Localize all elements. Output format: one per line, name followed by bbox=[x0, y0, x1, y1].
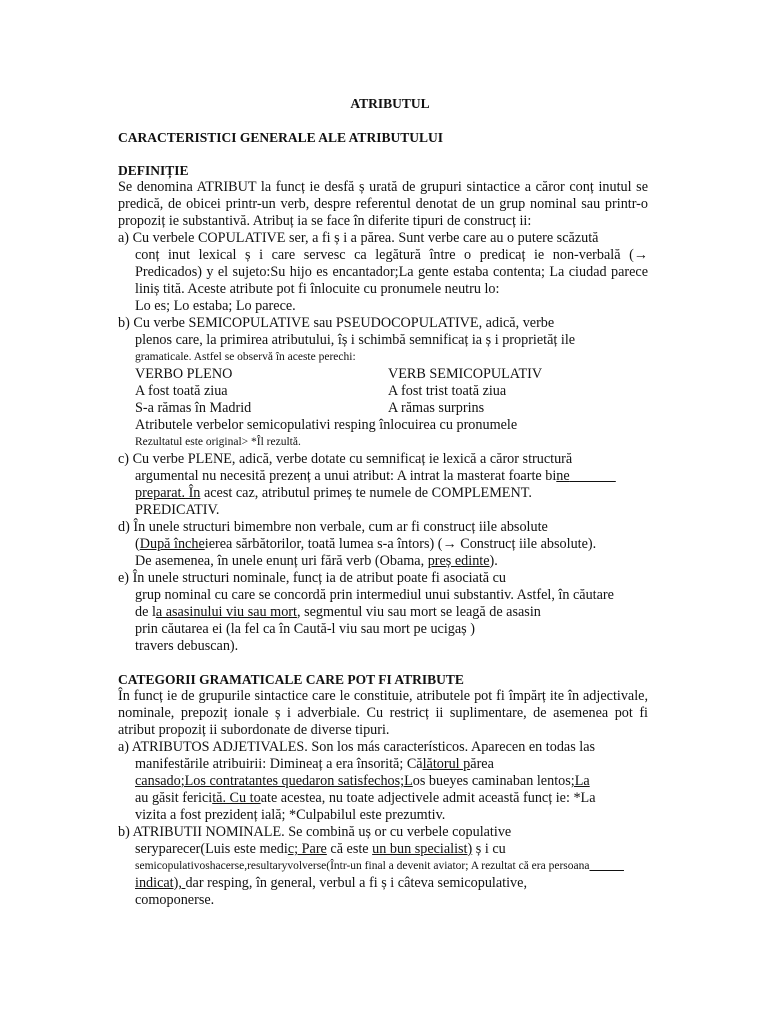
underlined-span: tă. Cu to bbox=[212, 790, 261, 806]
item-d-line2 bbox=[118, 536, 648, 553]
cat-b-line2 bbox=[118, 841, 648, 858]
underlined-span: c; Pare bbox=[287, 841, 327, 857]
cat-a-first: a) ATRIBUTOS ADJETIVALES. Son los más característicos. Aparecen en todas las bbox=[118, 739, 596, 755]
item-a-body: conț inut lexical ș i care servesc ca legătură între o predicaț ie non-verbală (→ Predicados) y el sujeto:Su hijo es encantador;La gente estaba contenta; La ciudad parece liniș tită. Aceste atribute pot fi înlocuite cu pronumele neutru lo: bbox=[135, 247, 648, 297]
page-title: ATRIBUTUL bbox=[350, 96, 430, 111]
item-e-line5: travers debuscan). bbox=[135, 638, 239, 654]
verb-pair-row bbox=[118, 383, 648, 400]
col-right-header: VERB SEMICOPULATIV bbox=[388, 366, 543, 382]
text-span: ate acestea, nu toate adjectivele admit această funcț ie: *La bbox=[260, 790, 596, 806]
item-a-first: a) Cu verbele COPULATIVE ser, a fi ș i a părea. Sunt verbe care au o putere scăzută bbox=[118, 230, 599, 246]
underlined-span: preș edinte bbox=[427, 553, 490, 569]
cat-a-line5: vizita a fost prezidenț ială; *Culpabilul este prezumtiv. bbox=[135, 807, 446, 823]
text-span: semicopulativoshacerse,resultaryvolverse(Într-un final a devenit aviator; A rezultat că era persoana bbox=[135, 860, 590, 872]
text-span: că este bbox=[326, 841, 373, 857]
verb-pairs-header bbox=[118, 366, 648, 383]
verb-pair-right: A fost trist toată ziua bbox=[388, 383, 507, 399]
underlined-span: În bbox=[185, 485, 201, 501]
item-e-line4: prin căutarea ei (la fel ca în Caută-l viu sau mort pe ucigaș ) bbox=[135, 621, 475, 637]
categories-intro: În funcț ie de grupurile sintactice care le constituie, atributele pot fi împărț ite în adjectivale, nominale, prepoziț ionale ș i adverbiale. Cu restricț ii suplimentare, de asemenea pot fi atribut propoziț ii subordonate de diverse tipuri. bbox=[118, 688, 648, 738]
cat-b-first: b) ATRIBUTII NOMINALE. Se combină uș or cu verbele copulative bbox=[118, 824, 512, 840]
text-span: dar resping, în general, verbul a fi ș i câteva semicopulative, bbox=[185, 875, 527, 891]
underlined-span: preparat. bbox=[135, 485, 186, 501]
verb-pair-left: A fost toată ziua bbox=[135, 383, 228, 399]
item-c-line2 bbox=[118, 468, 648, 485]
item-e-line3 bbox=[118, 604, 648, 621]
item-c-line4: PREDICATIV. bbox=[135, 502, 220, 518]
text-span: ș i cu bbox=[472, 841, 506, 857]
text-span: , segmentul viu sau mort se leagă de asasin bbox=[296, 604, 541, 620]
underlined-span: ;Los contratantes quedaron sat bbox=[180, 773, 354, 789]
cat-b-line5: comoponerse. bbox=[135, 892, 215, 908]
cat-a-line4 bbox=[118, 790, 648, 807]
document-page bbox=[118, 95, 648, 909]
item-e-line2: grup nominal cu care se concordă prin intermediul unui substantiv. Astfel, în căutare bbox=[135, 587, 614, 603]
section-heading-categories: CATEGORII GRAMATICALE CARE POT FI ATRIBUTE bbox=[118, 672, 464, 687]
text-span: au găsit ferici bbox=[135, 790, 213, 806]
cat-b-line4 bbox=[118, 875, 648, 892]
text-span: os bueyes caminaban lentos bbox=[412, 773, 571, 789]
text-span: manifestările atribuirii: Dimineaț a era însorită; Că bbox=[135, 756, 423, 772]
definition-paragraph: Se denomina ATRIBUT la funcț ie desfă ș urată de grupuri sintactice a căror conț inutul se predică, de obicei printr-un verb, despre referentul denotat de un grup nominal sau printr-o propoziț ie substantivă. Atribuț ia se face în diferite tipuri de construcț ii: bbox=[118, 179, 648, 229]
cat-a-line3 bbox=[118, 773, 648, 790]
text-span: seryparecer(Luis este medi bbox=[135, 841, 288, 857]
item-e-first: e) În unele structuri nominale, funcț ia de atribut poate fi asociată cu bbox=[118, 570, 507, 586]
underlined-span: ne bbox=[556, 468, 570, 484]
item-b-first: b) Cu verbe SEMICOPULATIVE sau PSEUDOCOPULATIVE, adică, verbe bbox=[118, 315, 555, 331]
text-span: argumental nu necesită prezenț a unui atribut: A intrat la masterat foarte bi bbox=[135, 468, 557, 484]
underline-rule bbox=[570, 468, 616, 484]
text-span: De asemenea, în unele enunț uri fără verb (Obama, bbox=[135, 553, 428, 569]
text-span: acest caz, atributul primeș te numele de COMPLEMENT. bbox=[200, 485, 532, 501]
definition-title: DEFINIȚIE bbox=[118, 163, 189, 178]
verb-pair-row bbox=[118, 400, 648, 417]
underlined-span: ;La bbox=[570, 773, 590, 789]
text-span: ( bbox=[135, 536, 140, 552]
underlined-span: isfechos;L bbox=[353, 773, 413, 789]
item-d-line3 bbox=[118, 553, 648, 570]
underlined-span: cansado bbox=[135, 773, 181, 789]
underlined-span: un bun specialist) bbox=[372, 841, 473, 857]
item-c-first: c) Cu verbe PLENE, adică, verbe dotate cu semnificaț ie lexică a căror structură bbox=[118, 451, 573, 467]
item-c-line3 bbox=[118, 485, 648, 502]
item-b-note: Atributele verbelor semicopulativi resping înlocuirea cu pronumele bbox=[135, 417, 518, 433]
text-span: ărea bbox=[470, 756, 494, 772]
item-b-small: gramaticale. Astfel se observă în aceste perechi: bbox=[135, 351, 356, 363]
underlined-span: indicat), bbox=[135, 875, 186, 891]
underlined-span: După înche bbox=[139, 536, 205, 552]
underlined-span: lătorul p bbox=[422, 756, 471, 772]
item-b-body: plenos care, la primirea atributului, îș i schimbă semnificaț ia ș i proprietăț ile bbox=[135, 332, 576, 348]
underline-rule bbox=[589, 860, 624, 872]
cat-b-line3 bbox=[118, 858, 648, 875]
item-d-first: d) În unele structuri bimembre non verbale, cum ar fi construcț iile absolute bbox=[118, 519, 548, 535]
text-span: ierea sărbătorilor, toată lumea s-a întors) (→ Construcț iile absolute). bbox=[204, 536, 597, 552]
verb-pair-left: S-a rămas în Madrid bbox=[135, 400, 252, 416]
text-span: de l bbox=[135, 604, 156, 620]
underlined-span: a asasinului viu sau mort bbox=[155, 604, 297, 620]
verb-pair-right: A rămas surprins bbox=[388, 400, 485, 416]
text-span: ). bbox=[489, 553, 498, 569]
item-b-note-small: Rezultatul este original> *Îl rezultă. bbox=[135, 436, 301, 448]
col-left-header: VERBO PLENO bbox=[135, 366, 233, 382]
section-heading-general: CARACTERISTICI GENERALE ALE ATRIBUTULUI bbox=[118, 130, 443, 145]
cat-a-line2 bbox=[118, 756, 648, 773]
item-a-last: Lo es; Lo estaba; Lo parece. bbox=[135, 298, 296, 314]
